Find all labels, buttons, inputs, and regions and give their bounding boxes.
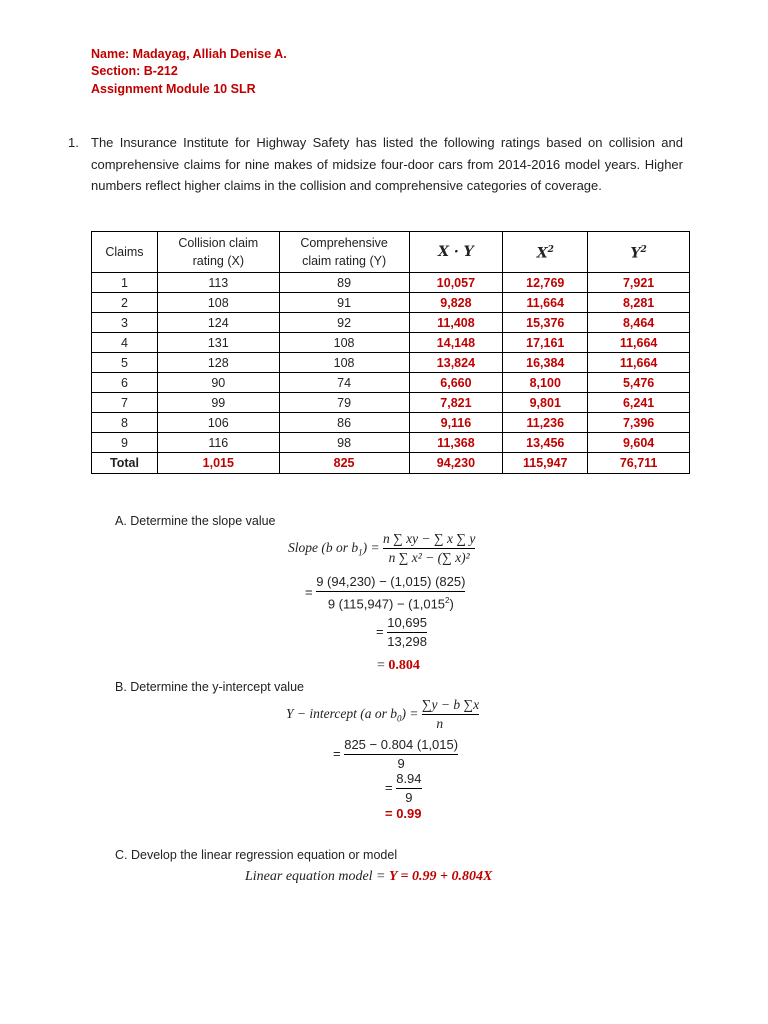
section: Section: B-212 — [91, 64, 178, 78]
total-x: 1,015 — [157, 453, 279, 474]
cell-xy: 11,368 — [409, 433, 503, 453]
header-y-exp: 2 — [640, 245, 647, 256]
intercept-formula-denominator: n — [422, 714, 479, 733]
header-comprehensive — [279, 232, 409, 273]
intercept-step-numerator: 8.94 — [396, 771, 422, 786]
table-header-row — [92, 232, 690, 273]
intercept-sub-denominator: 9 — [344, 754, 458, 773]
header-comprehensive-line1: Comprehensive — [300, 236, 388, 250]
total-label: Total — [92, 453, 158, 474]
header-y-squared — [588, 232, 690, 273]
header-comprehensive-line2: claim rating (Y) — [302, 254, 387, 268]
header-collision-line2: rating (X) — [192, 254, 244, 268]
cell-x2: 17,161 — [503, 333, 588, 353]
slope-step — [376, 614, 427, 651]
header-x-exp: 2 — [547, 245, 554, 256]
slope-result — [377, 658, 420, 674]
cell-y2: 5,476 — [588, 373, 690, 393]
cell-y2: 6,241 — [588, 393, 690, 413]
cell-y: 89 — [279, 273, 409, 293]
cell-claims: 9 — [92, 433, 158, 453]
slope-substitution — [305, 573, 465, 613]
intercept-step-eq: = — [385, 779, 393, 795]
total-xy: 94,230 — [409, 453, 503, 474]
cell-y: 74 — [279, 373, 409, 393]
intercept-result — [385, 806, 422, 821]
cell-y: 108 — [279, 333, 409, 353]
total-y2: 76,711 — [588, 453, 690, 474]
cell-xy: 9,116 — [409, 413, 503, 433]
intercept-step-denominator: 9 — [396, 788, 421, 807]
table-total-row — [92, 453, 690, 474]
cell-x: 124 — [157, 313, 279, 333]
problem-number: 1. — [68, 135, 79, 150]
cell-claims: 1 — [92, 273, 158, 293]
cell-x2: 11,664 — [503, 293, 588, 313]
slope-sub-numerator: 9 (94,230) − (1,015) (825) — [316, 574, 466, 589]
intercept-lhs-text: Y − intercept (a or b — [286, 705, 397, 721]
header-xy: X · Y — [409, 232, 503, 273]
header-x-squared — [503, 232, 588, 273]
slope-sub-den-a: 9 (115,947) − (1,015 — [327, 596, 446, 612]
cell-x2: 8,100 — [503, 373, 588, 393]
table-row — [92, 293, 690, 313]
intercept-formula-fraction — [422, 696, 479, 733]
part-a-label: A. Determine the slope value — [115, 514, 276, 528]
table-row — [92, 333, 690, 353]
cell-x: 128 — [157, 353, 279, 373]
table-row — [92, 373, 690, 393]
header-collision-line1: Collision claim — [178, 236, 259, 250]
student-name: Name: Madayag, Alliah Denise A. — [91, 47, 287, 61]
intercept-step — [385, 770, 422, 807]
cell-x2: 12,769 — [503, 273, 588, 293]
part-c-label: C. Develop the linear regression equation or model — [115, 848, 398, 862]
cell-y2: 11,664 — [588, 333, 690, 353]
slope-lhs-end: ) = — [362, 539, 380, 555]
header-x-base: X — [536, 245, 548, 262]
cell-y2: 9,604 — [588, 433, 690, 453]
slope-result-value: 0.804 — [388, 658, 420, 673]
cell-y2: 7,921 — [588, 273, 690, 293]
cell-x: 108 — [157, 293, 279, 313]
slope-sub-den-b: ) — [449, 596, 454, 612]
cell-x2: 11,236 — [503, 413, 588, 433]
intercept-formula-numerator: ∑y − b ∑x — [421, 697, 480, 712]
table-row — [92, 313, 690, 333]
cell-x2: 16,384 — [503, 353, 588, 373]
cell-x: 99 — [157, 393, 279, 413]
total-x2: 115,947 — [503, 453, 588, 474]
slope-step-denominator: 13,298 — [387, 634, 427, 649]
cell-y: 86 — [279, 413, 409, 433]
cell-y2: 11,664 — [588, 353, 690, 373]
cell-x: 113 — [157, 273, 279, 293]
cell-x2: 13,456 — [503, 433, 588, 453]
part-b-label: B. Determine the y-intercept value — [115, 680, 304, 694]
slope-formula — [288, 530, 475, 567]
slope-formula-denominator: n ∑ x² − (∑ x)² — [383, 548, 475, 567]
slope-formula-numerator: n ∑ xy − ∑ x ∑ y — [382, 531, 476, 546]
cell-claims: 7 — [92, 393, 158, 413]
slope-lhs — [288, 539, 380, 558]
cell-x: 90 — [157, 373, 279, 393]
linear-model-equation: Y = 0.99 + 0.804X — [389, 869, 493, 884]
intercept-sub-eq: = — [333, 745, 341, 761]
cell-xy: 14,148 — [409, 333, 503, 353]
table-row — [92, 353, 690, 373]
intercept-result-value: = 0.99 — [385, 806, 422, 821]
cell-xy: 13,824 — [409, 353, 503, 373]
intercept-sub-fraction — [344, 736, 458, 773]
cell-y: 92 — [279, 313, 409, 333]
linear-model-lhs: Linear equation model = — [245, 869, 386, 884]
cell-x2: 15,376 — [503, 313, 588, 333]
cell-claims: 6 — [92, 373, 158, 393]
problem-statement — [68, 132, 683, 197]
intercept-lhs — [286, 705, 419, 724]
table-row — [92, 273, 690, 293]
total-y: 825 — [279, 453, 409, 474]
cell-y: 91 — [279, 293, 409, 313]
slope-step-eq: = — [376, 623, 384, 639]
header-y-base: Y — [630, 245, 641, 262]
cell-y: 98 — [279, 433, 409, 453]
cell-x2: 9,801 — [503, 393, 588, 413]
table-row — [92, 393, 690, 413]
cell-claims: 4 — [92, 333, 158, 353]
header-collision — [157, 232, 279, 273]
slope-lhs-text: Slope (b or b — [288, 539, 359, 555]
slope-formula-fraction — [383, 530, 475, 567]
intercept-lhs-sub: 0 — [396, 713, 402, 724]
slope-sub-den-sup: 2 — [445, 596, 450, 605]
cell-claims: 5 — [92, 353, 158, 373]
cell-xy: 10,057 — [409, 273, 503, 293]
cell-y2: 8,281 — [588, 293, 690, 313]
intercept-substitution — [333, 736, 458, 773]
slope-step-fraction — [387, 614, 427, 651]
cell-y: 79 — [279, 393, 409, 413]
cell-xy: 9,828 — [409, 293, 503, 313]
slope-lhs-sub: 1 — [358, 547, 363, 558]
cell-x: 131 — [157, 333, 279, 353]
slope-step-numerator: 10,695 — [387, 615, 427, 630]
cell-y2: 8,464 — [588, 313, 690, 333]
cell-x: 106 — [157, 413, 279, 433]
claims-table — [91, 231, 690, 474]
cell-xy: 6,660 — [409, 373, 503, 393]
table-row — [92, 433, 690, 453]
problem-text: The Insurance Institute for Highway Safety has listed the following ratings based on collision and comprehensive claims for nine makes of midsize four-door cars from 2014-2016 model years. Higher numbers reflect higher claims in the collision and comprehensive categories of coverage. — [91, 135, 683, 193]
cell-claims: 8 — [92, 413, 158, 433]
cell-y2: 7,396 — [588, 413, 690, 433]
cell-y: 108 — [279, 353, 409, 373]
slope-sub-denominator — [316, 591, 465, 613]
header-claims: Claims — [92, 232, 158, 273]
intercept-step-fraction — [396, 770, 421, 807]
linear-model — [245, 869, 492, 885]
table-row — [92, 413, 690, 433]
assignment-title: Assignment Module 10 SLR — [91, 82, 256, 96]
intercept-sub-numerator: 825 − 0.804 (1,015) — [344, 737, 459, 752]
cell-claims: 2 — [92, 293, 158, 313]
cell-x: 116 — [157, 433, 279, 453]
cell-xy: 11,408 — [409, 313, 503, 333]
slope-sub-fraction — [316, 573, 465, 613]
intercept-formula — [286, 696, 479, 733]
intercept-lhs-end: ) = — [401, 705, 419, 721]
slope-result-eq: = — [377, 658, 385, 673]
cell-claims: 3 — [92, 313, 158, 333]
cell-xy: 7,821 — [409, 393, 503, 413]
slope-sub-eq: = — [305, 584, 313, 600]
